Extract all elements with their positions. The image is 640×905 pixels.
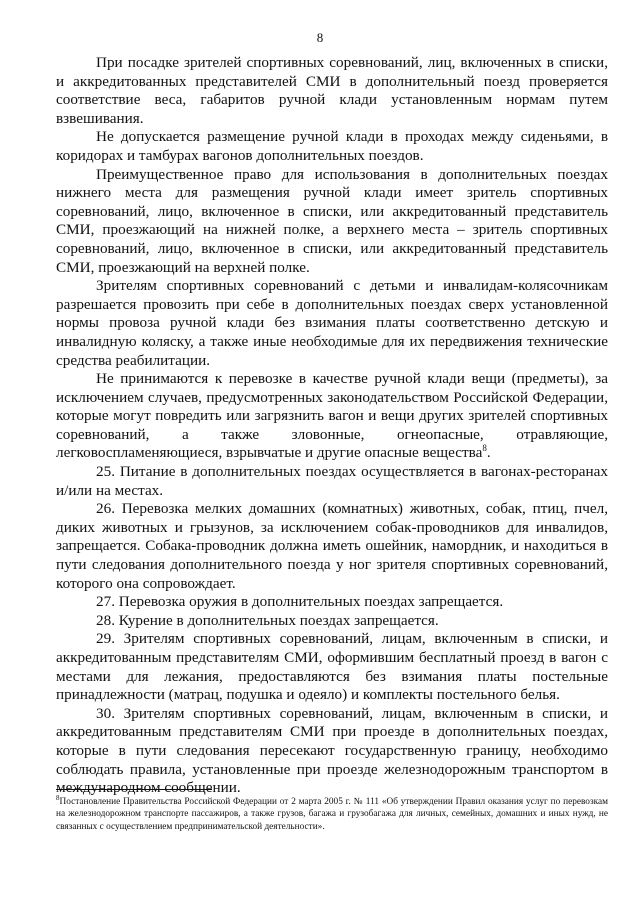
page-number: 8: [316, 30, 324, 45]
paragraph-item-30-border: 30. Зрителям спортивных соревнований, лицам, включенным в списки, и аккредитованным представителям СМИ при проезде в дополнительных поездах, которые в пути следования пересекают государственную границу, необходимо соблюдать правила, установленные при проезде железнодорожным транспортом в международном сообщении.: [56, 704, 608, 797]
paragraph-item-29-bedding: 29. Зрителям спортивных соревнований, лицам, включенным в списки, и аккредитованным представителям СМИ, оформившим бесплатный проезд в вагон с местами для лежания, предоставляются без взимания платы постельные принадлежности (матрац, подушка и одеяло) и комплекты постельного белья.: [56, 630, 608, 704]
paragraph-prohibited-items: [56, 370, 608, 463]
paragraph-item-26-animals: 26. Перевозка мелких домашних (комнатных) животных, собак, птиц, пчел, диких животных и грызунов, за исключением собак-проводников для инвалидов, запрещается. Собака-проводник должна иметь ошейник, намордник, и находиться в пути следования дополнительного поезда у ног зрителя спортивных соревнований, которого она сопровождает.: [56, 500, 608, 592]
paragraph-luggage-place-priority: Преимущественное право для использования в дополнительных поездах нижнего места для размещения ручной клади имеет зритель спортивных соревнований, лицо, включенное в списки, или аккредитованный представитель СМИ, проезжающий на нижней полке, а верхнего места – зритель спортивных соревнований, лицо, включенное в списки, или аккредитованный представитель СМИ, проезжающий на верхней полке.: [56, 165, 608, 276]
paragraph-hand-luggage-weighing: При посадке зрителей спортивных соревнований, лиц, включенных в списки, и аккредитованных представителей СМИ в дополнительный поезд проверяется соответствие веса, габаритов ручной клади установленным нормам путем взвешивания.: [56, 54, 608, 127]
footnote-text: Постановление Правительства Российской Федерации от 2 марта 2005 г. № 111 «Об утверждении Правил оказания услуг по перевозкам на железнодорожном транспорте пассажиров, а также грузов, багажа и грузобагажа для личных, семейных, домашних и иных нужд, не связанных с осуществлением предпринимательской деятельности».: [56, 797, 608, 832]
footnote: [56, 793, 608, 833]
footnote-mark: 8: [56, 793, 60, 802]
paragraph-item-28-smoking: 28. Курение в дополнительных поездах запрещается.: [96, 611, 439, 629]
footnote-divider: [56, 789, 212, 790]
document-body: [56, 54, 608, 798]
footnote-reference[interactable]: 8: [482, 443, 487, 454]
paragraph-item-27-weapons: 27. Перевозка оружия в дополнительных поездах запрещается.: [96, 593, 504, 611]
paragraph-hand-luggage-aisles: Не допускается размещение ручной клади в проходах между сиденьями, в коридорах и тамбурах вагонов дополнительных поездов.: [56, 128, 608, 164]
prohibited-items-text: Не принимаются к перевозке в качестве ручной клади вещи (предметы), за исключением случаев, предусмотренных законодательством Российской Федерации, которые могут повредить или загрязнить вагон и вещи других зрителей спортивных соревнований, а также зловонные, огнеопасные, отравляющие, легковоспламеняющиеся, взрывчатые и другие опасные вещества: [56, 370, 608, 462]
prohibited-items-end: .: [486, 444, 491, 462]
paragraph-strollers-wheelchairs: Зрителям спортивных соревнований с детьми и инвалидам-колясочникам разрешается провозить при себе в дополнительных поездах сверх установленной нормы провоза ручной клади без взимания платы соответственно детскую и инвалидную коляску, а также иные необходимые для их передвижения технические средства реабилитации.: [56, 277, 608, 369]
paragraph-item-25-food: 25. Питание в дополнительных поездах осуществляется в вагонах-ресторанах и/или на местах.: [56, 463, 608, 499]
